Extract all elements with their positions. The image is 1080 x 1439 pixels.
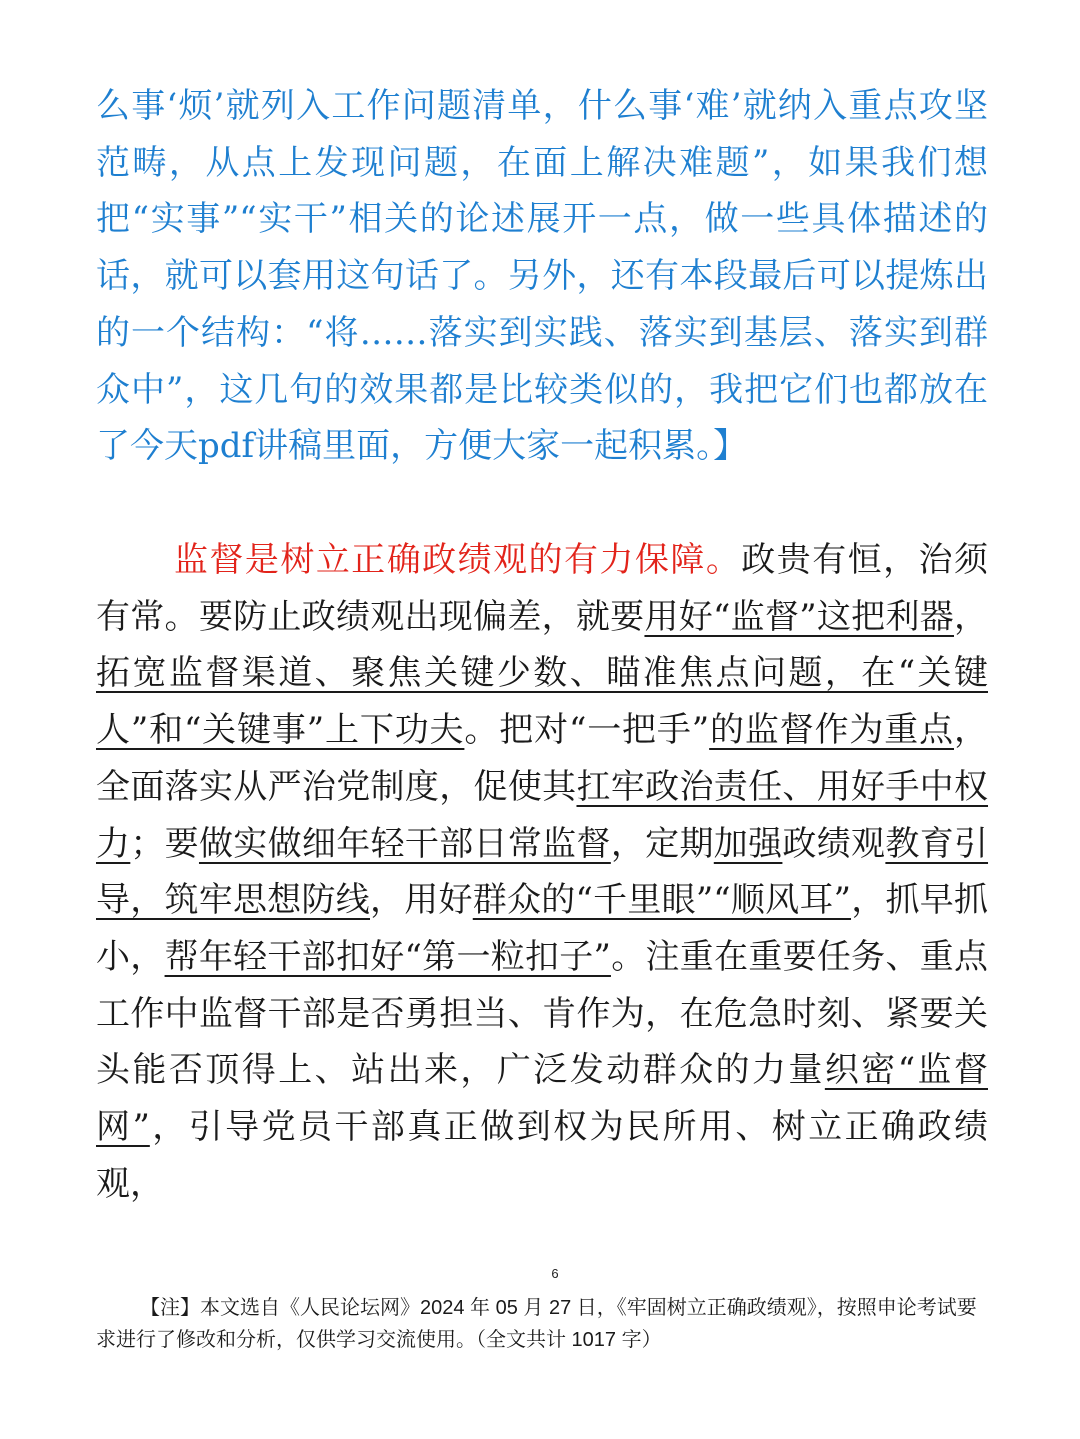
- topic-sentence: 监督是树立正确政绩观的有力保障。: [174, 540, 742, 580]
- text-segment: ，定期: [610, 823, 714, 864]
- text-segment: ，全面落实从严治党制度，促使其: [96, 710, 988, 807]
- text-segment: ，用好: [370, 880, 473, 921]
- text-segment: ，: [954, 596, 988, 637]
- underlined-phrase: 扛牢政治责任、用好手中权力: [96, 766, 989, 864]
- footnote: 【注】本文选自《人民论坛网》2024 年 05 月 27 日，《牢固树立正确政绩观》，按照申论考试要求进行了修改和分析，仅供学习交流使用。（全文共计 1017 字）: [96, 1297, 977, 1351]
- underlined-phrase: 加强: [713, 823, 783, 864]
- underlined-phrase: 群众的“千里眼”“顺风耳”: [472, 880, 852, 921]
- text-segment: 。注重在重要任务、重点工作中监督干部是否勇担当、肯作为，在危急时刻、紧要关头能否顶得上、站出来，广泛发动群众的力量: [96, 936, 989, 1091]
- text-segment: 政贵有恒，治须有常。要防止政绩观出现偏差，就要: [96, 540, 989, 637]
- page-number: 6: [551, 1266, 559, 1281]
- text-segment: ；要: [130, 823, 199, 864]
- underlined-phrase: 教育引导，筑牢思想防线: [96, 823, 989, 921]
- commentary-paragraph: 么事‘烦’就列入工作问题清单，什么事‘难’就纳入重点攻坚范畴，从点上发现问题，在面上解决难题”，如果我们想把“实事”“实干”相关的论述展开一点，做一些具体描述的话，就可以套用这句话了。另外，还有本段最后可以提炼出的一个结构：“将……落实到实践、落实到基层、落实到群众中”，这几句的效果都是比较类似的，我把它们也都放在了今天pdf讲稿里面，方便大家一起积累。】: [96, 86, 988, 467]
- underlined-phrase: 织密“监督网”: [96, 1050, 988, 1148]
- text-segment: ，抓早抓小，: [96, 880, 989, 977]
- text-segment: ，引导党员干部真正做到权为民所用、树立正确政绩观，: [96, 1107, 988, 1204]
- text-segment: 政绩观: [782, 823, 886, 864]
- underlined-phrase: 做实做细年轻干部日常监督: [198, 823, 611, 864]
- text-segment: 。把对“一把手”: [464, 710, 710, 751]
- underlined-phrase: 拓宽监督渠道、聚焦关键少数、瞄准焦点问题，在“关键人”和“关键事”上下功夫: [96, 653, 988, 751]
- underlined-phrase: 用好“监督”这把利器: [644, 596, 954, 637]
- body-paragraph: [96, 532, 988, 1212]
- underlined-phrase: 的监督作为重点: [709, 710, 954, 751]
- underlined-phrase: 帮年轻干部扣好“第一粒扣子”: [164, 936, 611, 977]
